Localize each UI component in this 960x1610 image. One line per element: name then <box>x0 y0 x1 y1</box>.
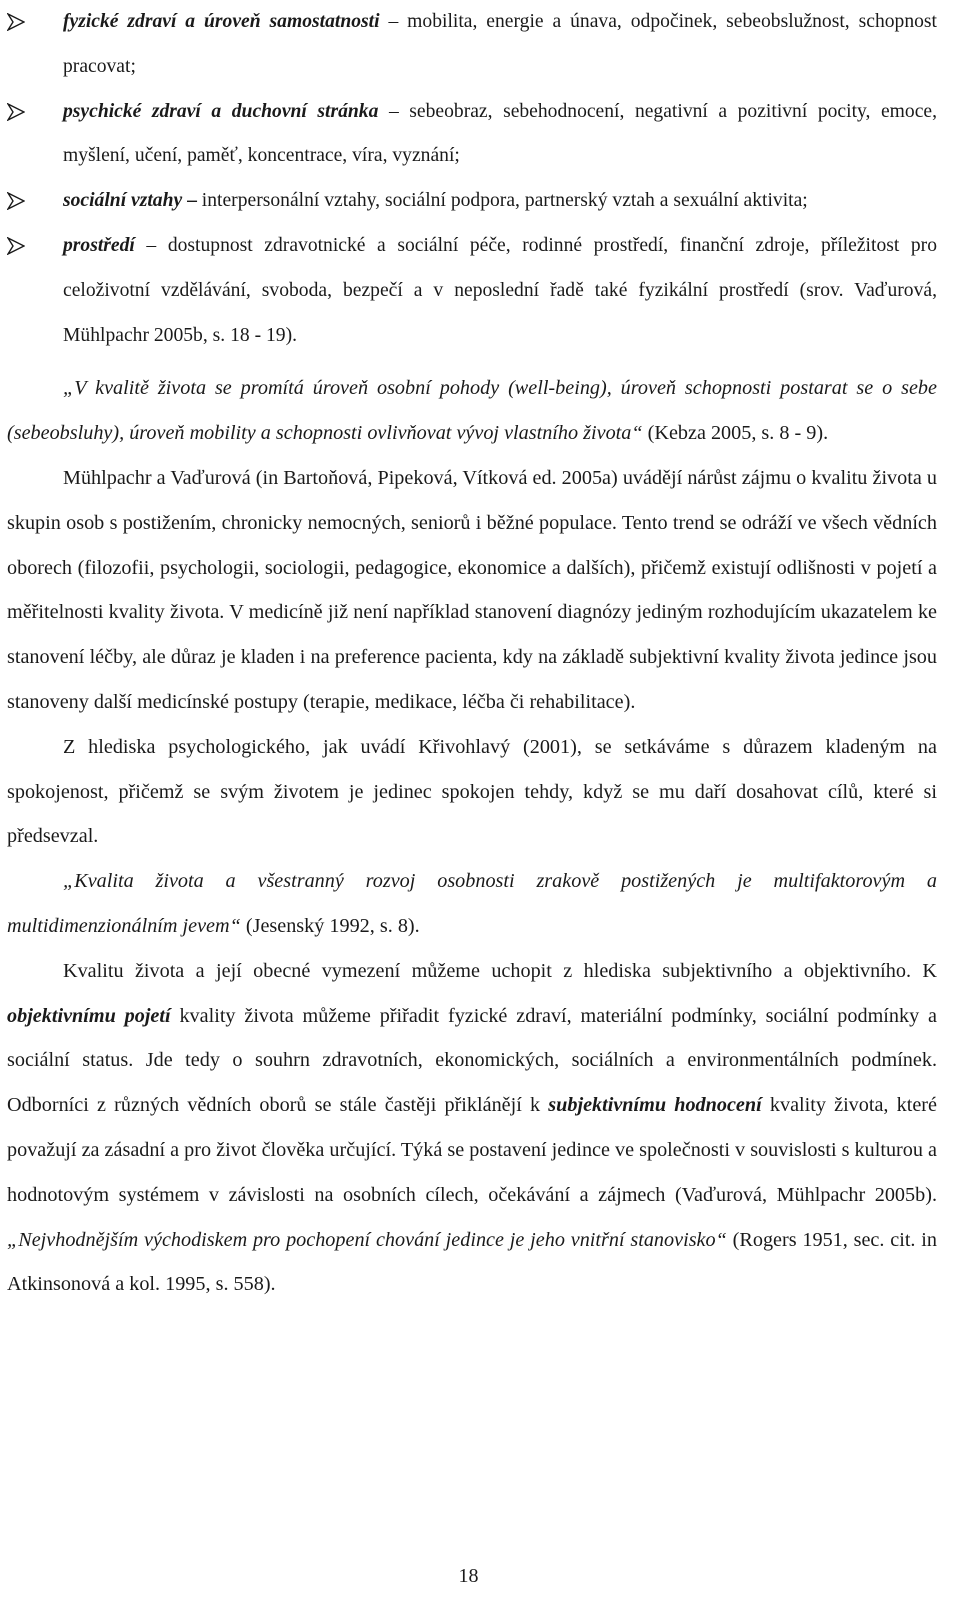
list-item-text: interpersonální vztahy, sociální podpora, partnerský vztah a sexuální aktivita; <box>201 190 808 212</box>
list-item-separator: – <box>379 11 408 32</box>
arrowhead-bullet-icon <box>7 179 29 224</box>
paragraph-text: kvality života můžeme přiřadit fyzické zdraví, materiální podmínky, sociální podmínky a sociální status. Jde tedy o souhrn zdravotních, ekonomických, sociálních a environmentálních podmínek. Odborníci z různých vědních oborů se stále častěji přiklánějí k <box>7 1004 937 1117</box>
quotation: „Nejvhodnějším východiskem pro pochopení chování jedince je jeho vnitřní stanovisko“ <box>7 1228 727 1251</box>
list-item <box>7 224 937 358</box>
arrowhead-bullet-icon <box>7 224 29 269</box>
citation: (Rogers 1951, sec. cit. in Atkinsonová a kol. 1995, s. 558). <box>7 1228 937 1296</box>
emphasis-subjective: subjektivnímu hodnocení <box>548 1094 762 1117</box>
list-item-separator: – <box>134 234 168 256</box>
document-page <box>7 0 937 1307</box>
paragraph-subjective-objective <box>7 949 937 1307</box>
list-item-term: psychické zdraví a duchovní stránka <box>63 100 379 122</box>
list-item <box>7 90 937 180</box>
list-item-term: prostředí <box>63 234 135 256</box>
citation: (Jesenský 1992, s. 8). <box>240 914 420 937</box>
list-item-term: sociální vztahy <box>63 190 183 212</box>
list-item <box>7 0 937 90</box>
arrowhead-bullet-icon <box>7 0 29 45</box>
list-item-text: sebeobraz, sebehodnocení, negativní a pozitivní pocity, emoce, myšlení, učení, paměť, koncentrace, víra, vyznání; <box>63 100 938 167</box>
paragraph-text: kvality života, které považují za zásadní a pro život člověka určující. Týká se postavení jedince ve společnosti v souvislosti s kulturou a hodnotovým systémem v závislosti na osobních cílech, očekávání a zájmech (Vaďurová, Mühlpachr 2005b). <box>7 1094 937 1206</box>
paragraph-text: Kvalitu života a její obecné vymezení můžeme uchopit z hlediska subjektivního a objektivního. K <box>63 959 937 982</box>
quality-of-life-domains-list <box>7 0 937 358</box>
list-item-text: mobilita, energie a únava, odpočinek, sebeobslužnost, schopnost pracovat; <box>63 11 937 77</box>
list-item <box>7 179 937 224</box>
list-item-separator: – <box>378 100 410 122</box>
list-item-text: dostupnost zdravotnické a sociální péče, rodinné prostředí, finanční zdroje, příležitost pro celoživotní vzdělávání, svoboda, bezpečí a v neposlední řadě také fyzikální prostředí (srov. Vaďurová, Mühlpachr 2005b, s. 18 - 19). <box>63 234 937 346</box>
paragraph-muhlpachr: Mühlpachr a Vaďurová (in Bartoňová, Pipeková, Vítková ed. 2005a) uvádějí nárůst zájmu o kvalitu života u skupin osob s postižením, chronicky nemocných, seniorů i běžné populace. Tento trend se odráží ve všech vědních oborech (filozofii, psychologii, sociologii, pedagogice, ekonomice a dalších), přičemž existují odlišnosti v pojetí a měřitelnosti kvality života. V medicíně již není například stanovení diagnózy jediným rozhodujícím ukazatelem ke stanovení léčby, ale důraz je kladen i na preference pacienta, kdy na základě subjektivní kvality života jedince jsou stanoveny další medicínské postupy (terapie, medikace, léčba či rehabilitace). <box>7 466 937 713</box>
quotation: „Kvalita života a všestranný rozvoj osobnosti zrakově postižených je multifaktorovým a multidimenzionálním jevem“ <box>7 870 937 937</box>
quotation: „V kvalitě života se promítá úroveň osobní pohody (well-being), úroveň schopnosti postarat se o sebe (sebeobsluhy), úroveň mobility a schopnosti ovlivňovat vývoj vlastního života“ <box>7 377 937 445</box>
list-item-term: fyzické zdraví a úroveň samostatnosti <box>63 11 380 32</box>
emphasis-objective: objektivnímu pojetí <box>7 1004 171 1027</box>
paragraph-kebza-quote <box>7 366 937 456</box>
paragraph-jesensky-quote <box>7 859 937 949</box>
paragraph-krivohlavy: Z hlediska psychologického, jak uvádí Křivohlavý (2001), se setkáváme s důrazem kladeným na spokojenost, přičemž se svým životem je jedinec spokojen tehdy, když se mu daří dosahovat cílů, které si předsevzal. <box>7 735 937 848</box>
page-number: 18 <box>458 1565 479 1587</box>
arrowhead-bullet-icon <box>7 90 29 135</box>
citation: (Kebza 2005, s. 8 - 9). <box>642 422 829 445</box>
list-item-separator: – <box>182 190 202 212</box>
